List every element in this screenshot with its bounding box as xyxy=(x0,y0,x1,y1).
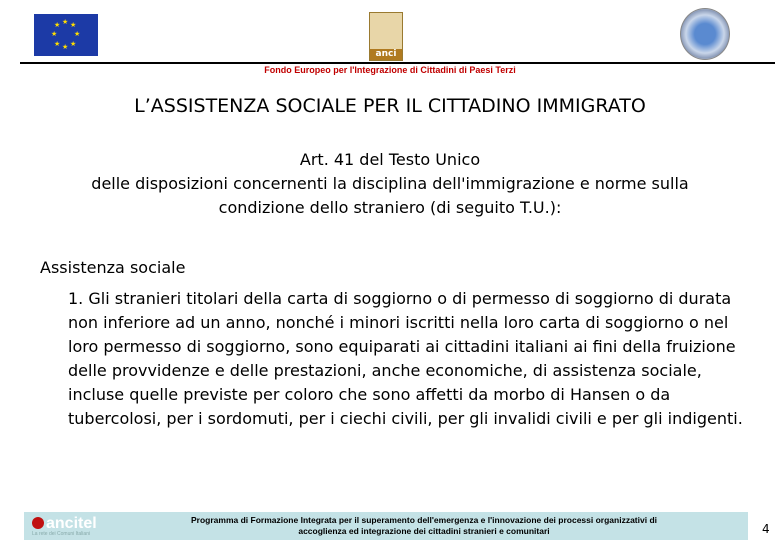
body-paragraph: 1. Gli stranieri titolari della carta di soggiorno o di permesso di soggiorno di durata non inferiore ad un anno, nonché i minori iscritti nella loro carta di soggiorno o nel loro permesso di soggiorno, sono equiparati ai cittadini italiani ai fini della fruizione delle provvidenze e delle prestazioni, anche economiche, di assistenza sociale, incluse quelle previste per coloro che sono affetti da morbo di Hansen o da tubercolosi, per i sordomuti, per i ciechi civili, per gli invalidi civili e per gli indigenti. xyxy=(68,289,743,428)
section-title: Assistenza sociale xyxy=(40,258,186,277)
header-divider xyxy=(20,62,775,64)
article-line: Art. 41 del Testo Unico xyxy=(299,150,481,169)
ancitel-icon xyxy=(32,517,44,529)
slide-title: L’ASSISTENZA SOCIALE PER IL CITTADINO IMMIGRATO xyxy=(134,95,646,117)
ancitel-logo xyxy=(32,515,97,537)
eu-flag-logo: ★ ★ ★ ★ ★ ★ ★ ★ xyxy=(34,14,98,56)
footer-text xyxy=(134,515,714,537)
article-line: condizione dello straniero (di seguito T.U.): xyxy=(218,198,562,217)
ancitel-text: ancitel xyxy=(46,515,97,532)
page-number: 4 xyxy=(762,522,770,536)
footer-line: accoglienza ed integrazione dei cittadini stranieri e comunitari xyxy=(298,526,550,536)
ancitel-tagline: La rete dei Comuni Italiani xyxy=(32,531,91,537)
header-subtitle: Fondo Europeo per l'Integrazione di Cittadini di Paesi Terzi xyxy=(264,65,516,75)
article-line: delle disposizioni concernenti la disciplina dell'immigrazione e norme sulla xyxy=(91,174,689,193)
footer-bar xyxy=(24,512,748,540)
anci-logo: anci xyxy=(369,12,403,61)
ministry-seal-logo xyxy=(680,8,730,60)
article-heading xyxy=(0,148,780,220)
footer-line: Programma di Formazione Integrata per il superamento dell'emergenza e l'innovazione dei processi organizzativi di xyxy=(191,515,657,525)
